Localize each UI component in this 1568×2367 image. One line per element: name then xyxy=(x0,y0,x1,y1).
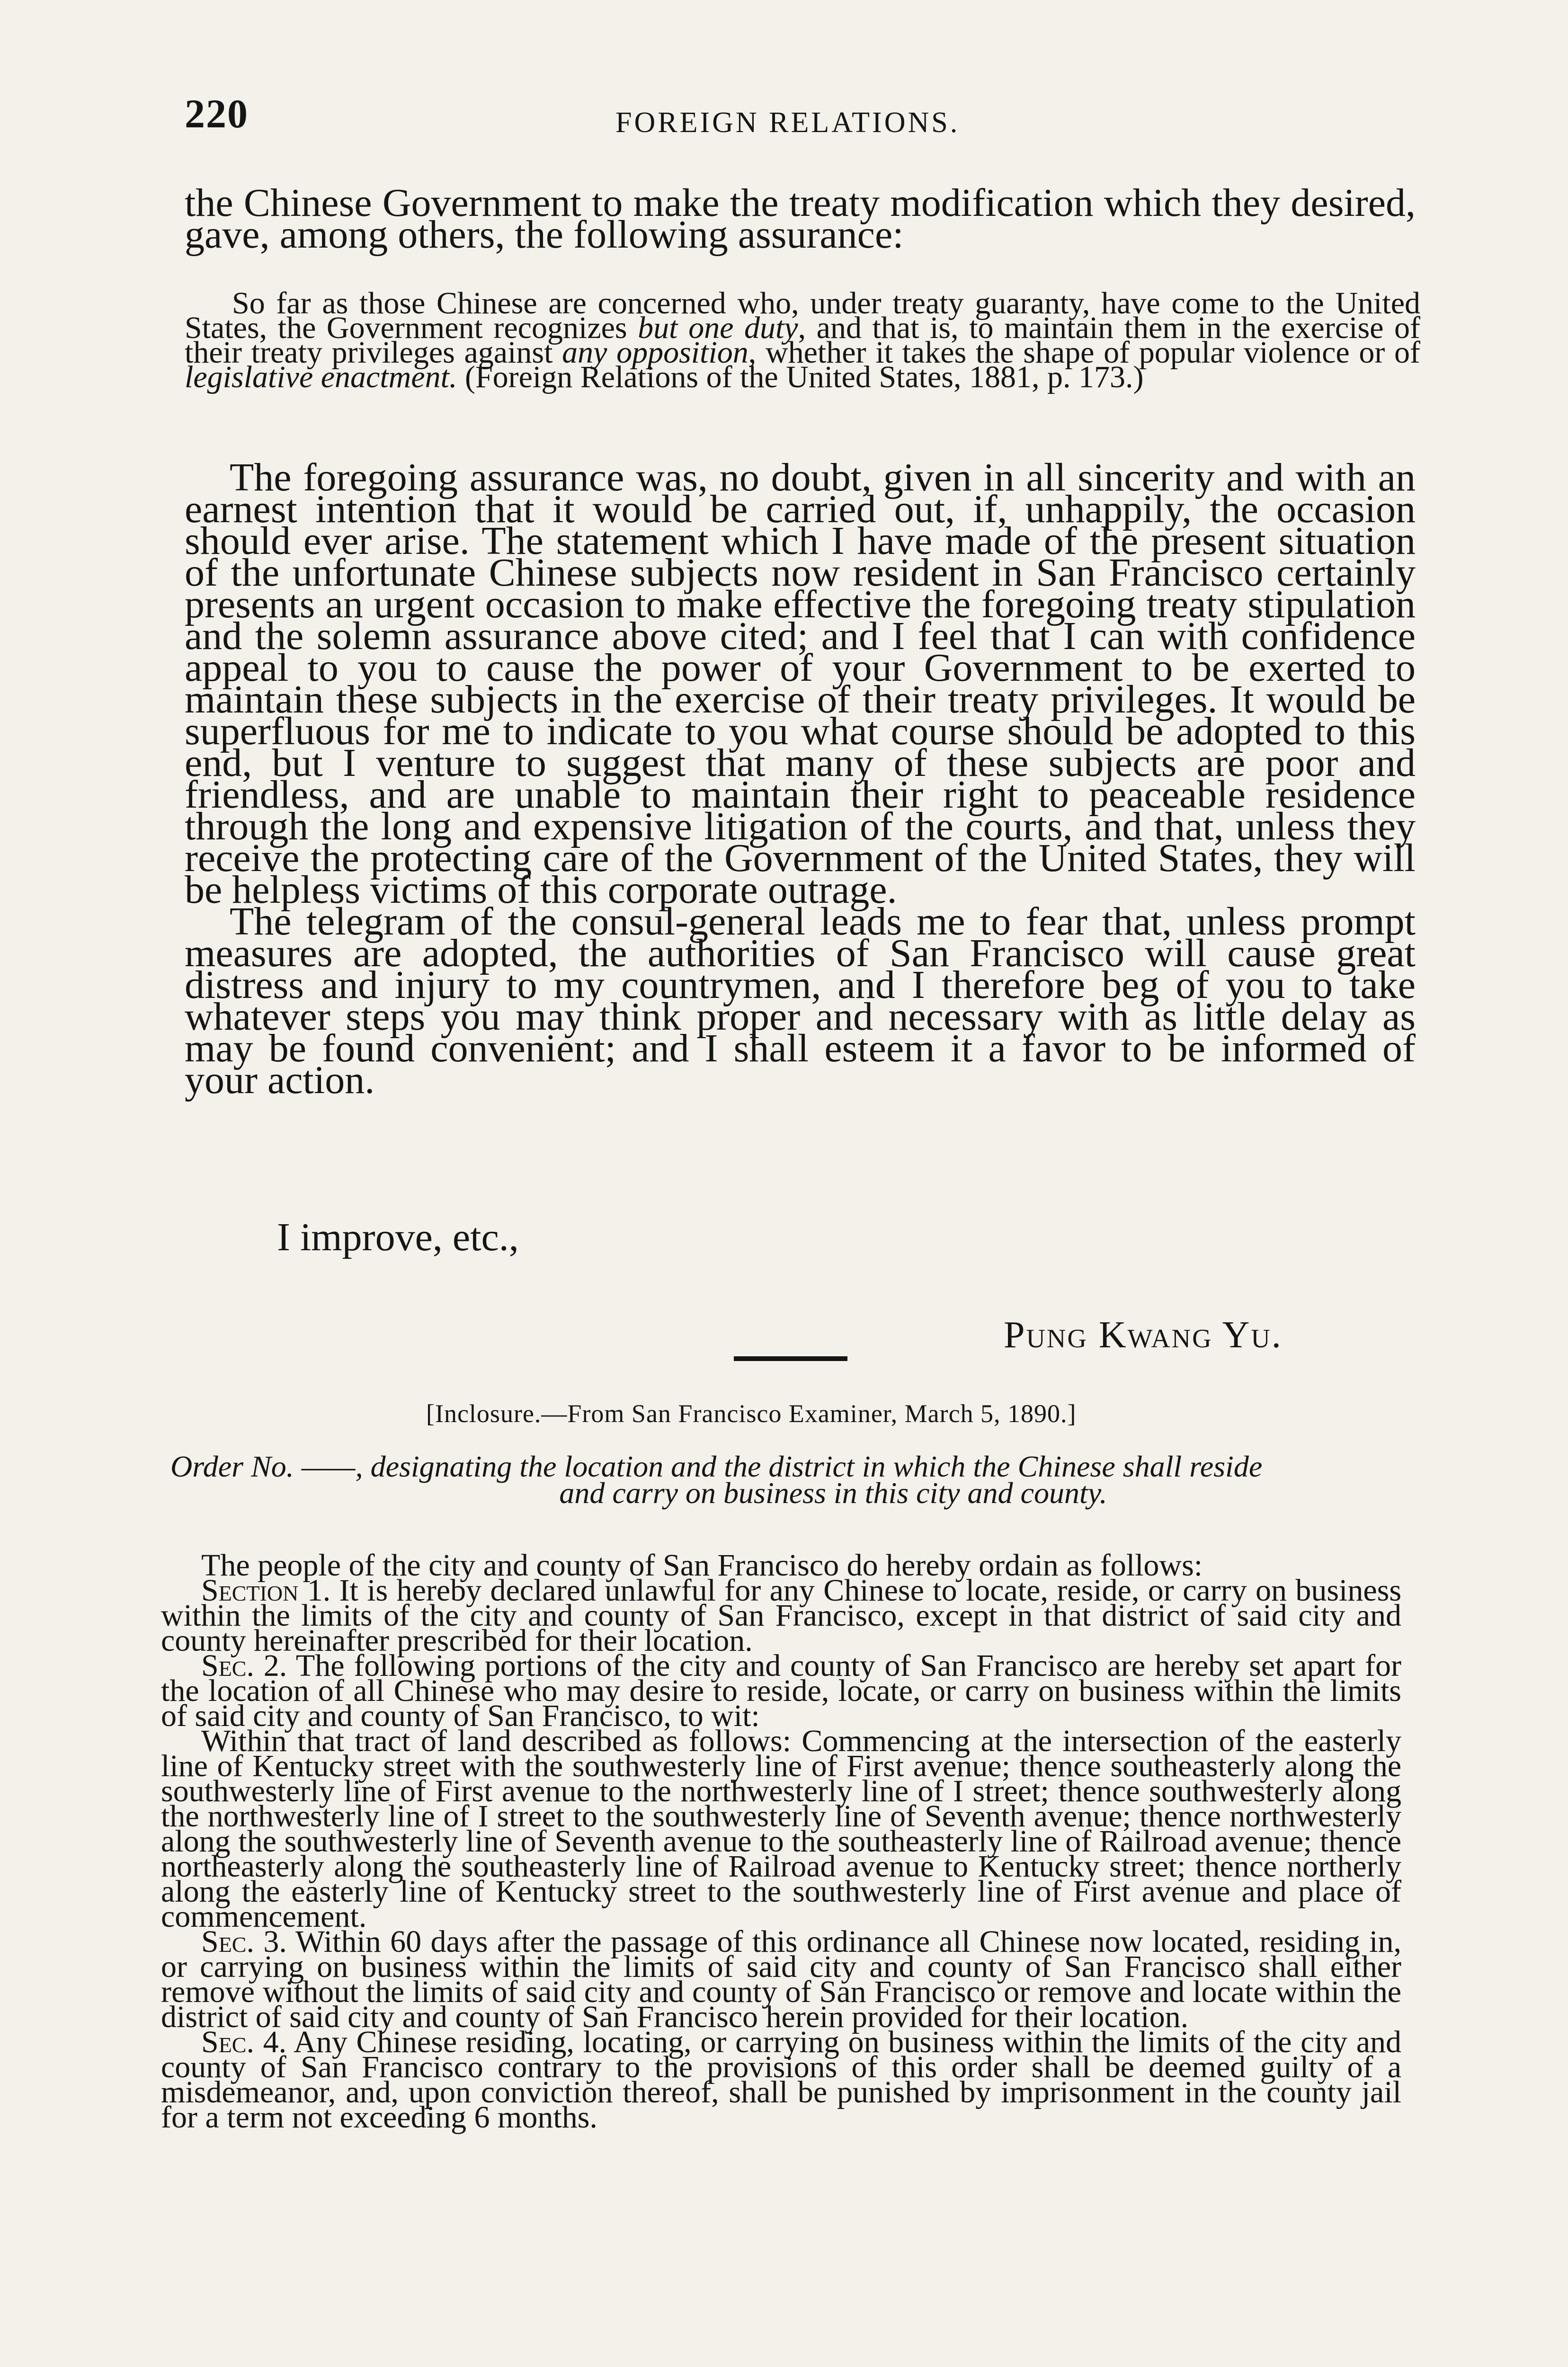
letter-opening xyxy=(185,181,1416,257)
section-3: Sec. 3. Within 60 days after the passage of this ordinance all Chinese now located, residing in, or carrying on business within the limits of said city and county of San Francisco shall either remove without the limits of said city and county of San Francisco or remove and locate within the district of said city and county of San Francisco herein provided for their location. xyxy=(161,1924,1401,2034)
order-title-line2: and carry on business in this city and county. xyxy=(559,1476,1107,1510)
running-head: FOREIGN RELATIONS. xyxy=(615,107,960,139)
section-divider xyxy=(734,1356,847,1361)
section-4: Sec. 4. Any Chinese residing, locating, or carrying on business within the limits of the city and county of San Francisco contrary to the provisions of this order shall be deemed guilty of a misdemeanor, and, upon conviction thereof, shall be punished by imprisonment in the county jail for a term not exceeding 6 months. xyxy=(161,2025,1401,2135)
page-header xyxy=(185,90,1416,166)
tract-description: Within that tract of land described as follows: Commencing at the intersection of the easterly line of Kentucky street with the southwesterly line of First avenue; thence southeasterly along the southwesterly line of First avenue to the northwesterly line of I street; thence southwesterly along the northwesterly line of I street to the southwesterly line of Seventh avenue; thence northwesterly along the southwesterly line of Seventh avenue to the southeasterly line of Railroad avenue; thence northeasterly along the southeasterly line of Railroad avenue to Kentucky street; thence northerly along the easterly line of Kentucky street to the southwesterly line of First avenue and place of commencement. xyxy=(161,1724,1401,1934)
section-2: Sec. 2. The following portions of the city and county of San Francisco are hereby set apart for the location of all Chinese who may desire to reside, locate, or carry on business within the limits of said city and county of San Francisco, to wit: xyxy=(161,1648,1401,1733)
page-number: 220 xyxy=(185,91,249,136)
paragraph-telegram: The telegram of the consul-general leads me to fear that, unless prompt measures are adopted, the authorities of San Francisco will cause great distress and injury to my countrymen, and I therefore beg of you to take whatever steps you may think proper and necessary with as little delay as may be found convenient; and I shall esteem it a favor to be informed of your action. xyxy=(185,899,1416,1102)
ordinance-preamble: The people of the city and county of San Francisco do hereby ordain as follows: xyxy=(201,1548,1203,1583)
order-title-line1: Order No. ——, designating the location and the district in which the Chinese shall reside xyxy=(170,1450,1263,1483)
opening-paragraph: the Chinese Government to make the treaty modification which they desired, gave, among others, the following assurance: xyxy=(185,181,1416,257)
quoted-assurance: So far as those Chinese are concerned who, under treaty guaranty, have come to the United States, the Government recognizes but one duty, and that is, to maintain them in the exercise of their treaty privileges against any opposition, whether it takes the shape of popular violence or of legislative enactment. (Foreign Relations of the United States, 1881, p. 173.) xyxy=(185,286,1420,394)
letter-body xyxy=(185,455,1416,1102)
order-title xyxy=(170,1450,1401,1510)
ordinance-text xyxy=(161,1548,1402,2135)
inclosure-note: [Inclosure.—From San Francisco Examiner, March 5, 1890.] xyxy=(426,1399,1077,1428)
section-1: Section 1. It is hereby declared unlawful for any Chinese to locate, reside, or carry on business within the limits of the city and county of San Francisco, except in that district of said city and county hereinafter prescribed for their location. xyxy=(161,1573,1402,1658)
closing-line: I improve, etc., xyxy=(277,1215,519,1259)
signature: Pung Kwang Yu. xyxy=(1004,1314,1283,1356)
paragraph-foregoing-assurance: The foregoing assurance was, no doubt, given in all sincerity and with an earnest intention that it would be carried out, if, unhappily, the occasion should ever arise. The statement which I have made of the present situation of the unfortunate Chinese subjects now resident in San Francisco certainly presents an urgent occasion to make effective the foregoing treaty stipulation and the solemn assurance above cited; and I feel that I can with confidence appeal to you to cause the power of your Government to be exerted to maintain these subjects in the exercise of their treaty privileges. It would be superfluous for me to indicate to you what course should be adopted to this end, but I venture to suggest that many of these subjects are poor and friendless, and are unable to maintain their right to peaceable residence through the long and expensive litigation of the courts, and that, unless they receive the protecting care of the Government of the United States, they will be helpless victims of this corporate outrage. xyxy=(185,455,1416,912)
